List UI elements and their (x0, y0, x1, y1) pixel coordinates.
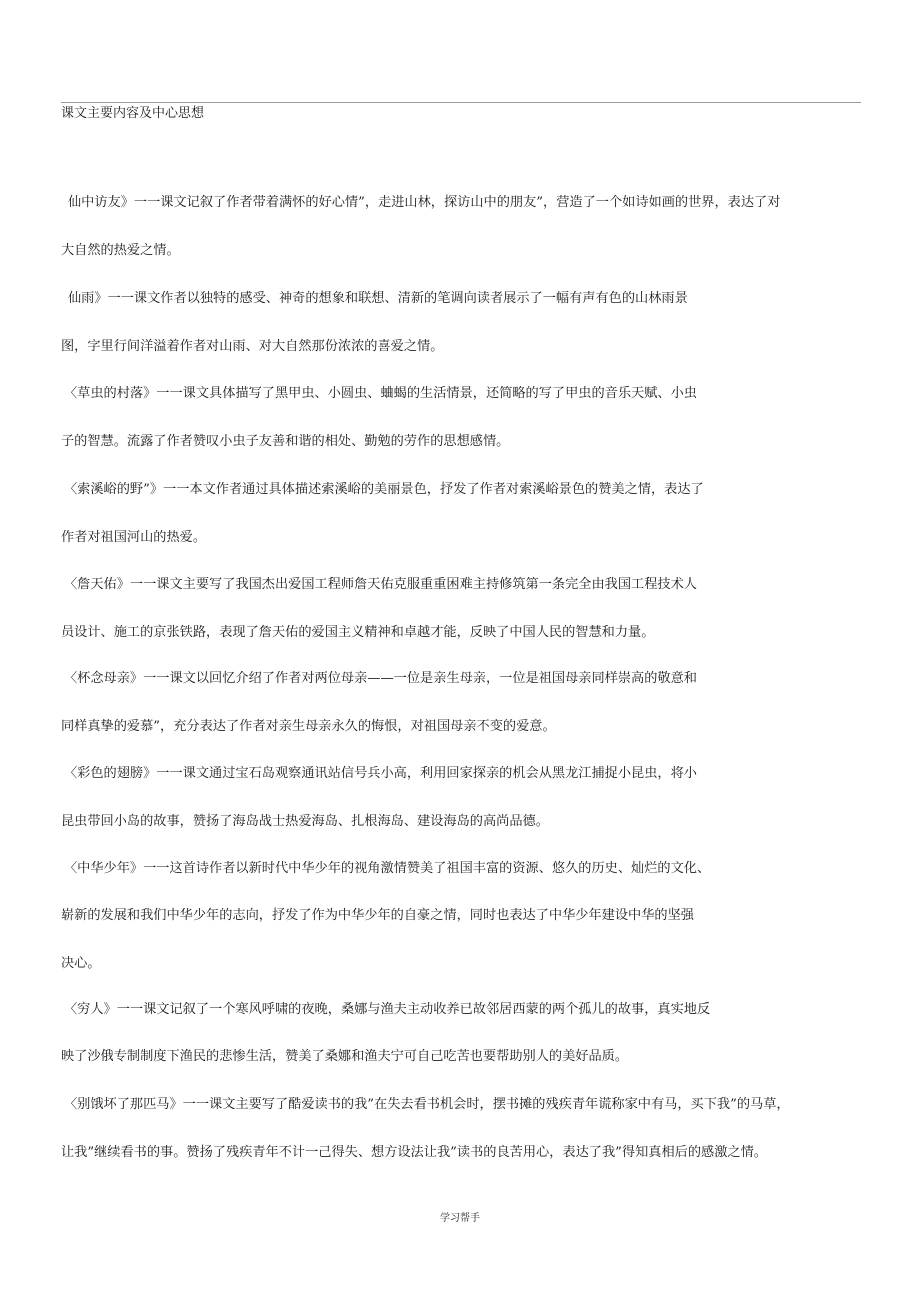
body-line: 〈草虫的村落》一一课文具体描写了黑甲虫、小圆虫、蛐蝎的生活情景，还简略的写了甲虫的音乐天赋、小虫 (64, 386, 697, 401)
body-line: 〈中华少年》一一这首诗作者以新时代中华少年的视角激情赞美了祖国丰富的资源、悠久的历史、灿烂的文化、 (64, 861, 711, 876)
page-footer: 学习帮手 (440, 1213, 480, 1224)
body-line: 〈彩色的翅膀》一一课文通过宝石岛观察通讯站信号兵小高，利用回家探亲的机会从黑龙江捕捉小昆虫，将小 (64, 766, 697, 781)
body-line: 大自然的热爱之情。 (61, 243, 180, 258)
page-header-title: 课文主要内容及中心思想 (61, 106, 205, 121)
body-line: 昆虫带回小岛的故事，赞扬了海岛战士热爱海岛、扎根海岛、建设海岛的高尚品德。 (61, 814, 549, 829)
body-line: 让我”继续看书的事。赞扬了残疾青年不计一己得失、想方设法让我”读书的良苦用心，表达了我”得知真相后的感激之情。 (61, 1145, 767, 1160)
body-line: 〈别饿坏了那匹马》一一课文主要写了酷爱读书的我”在失去看书机会时，摆书摊的残疾青年谎称家中有马，买下我”的马草， (64, 1097, 790, 1112)
body-line: 仙雨》一一课文作者以独特的感受、神奇的想象和联想、清新的笔调向读者展示了一幅有声有色的山林雨景 (68, 291, 688, 306)
body-line: 映了沙俄专制制度下渔民的悲惨生活，赞美了桑娜和渔夫宁可自己吃苦也要帮助别人的美好品质。 (61, 1049, 629, 1064)
body-line: 仙中访友》一一课文记叙了作者带着满怀的好心情”，走进山林，探访山中的朋友”，营造了一个如诗如画的世界，表达了对 (68, 195, 781, 210)
body-line: 子的智慧。流露了作者赞叹小虫子友善和谐的相处、勤勉的劳作的思想感情。 (61, 434, 510, 449)
body-line: 员设计、施工的京张铁路，表现了詹天佑的爱国主义精神和卓越才能，反映了中国人民的智慧和力量。 (61, 625, 655, 640)
body-line: 作者对祖国河山的热爱。 (61, 530, 207, 545)
body-line: 〈杯念母亲》一一课文以回忆介绍了作者对两位母亲——一位是亲生母亲，一位是祖国母亲同样崇高的敬意和 (64, 671, 697, 686)
header-divider (61, 102, 861, 103)
body-line: 同样真挚的爱慕”，充分表达了作者对亲生母亲永久的悔恨，对祖国母亲不变的爱意。 (61, 719, 556, 734)
body-line: 〈穷人》一一课文记叙了一个寒风呼啸的夜晚，桑娜与渔夫主动收养已故邻居西蒙的两个孤儿的故事，真实地反 (64, 1002, 711, 1017)
body-line: 崭新的发展和我们中华少年的志向，抒发了作为中华少年的自豪之情，同时也表达了中华少年建设中华的坚强 (61, 908, 694, 923)
body-line: 决心。 (61, 956, 101, 971)
body-line: 图，字里行间洋溢着作者对山雨、对大自然那份浓浓的喜爱之情。 (61, 339, 444, 354)
body-line: 〈詹天佑》一一课文主要写了我国杰出爱国工程师詹天佑克服重重困难主持修筑第一条完全由我国工程技术人 (64, 577, 697, 592)
body-line: 〈索溪峪的野”》一一本文作者通过具体描述索溪峪的美丽景色，抒发了作者对索溪峪景色的赞美之情，表达了 (64, 482, 704, 497)
